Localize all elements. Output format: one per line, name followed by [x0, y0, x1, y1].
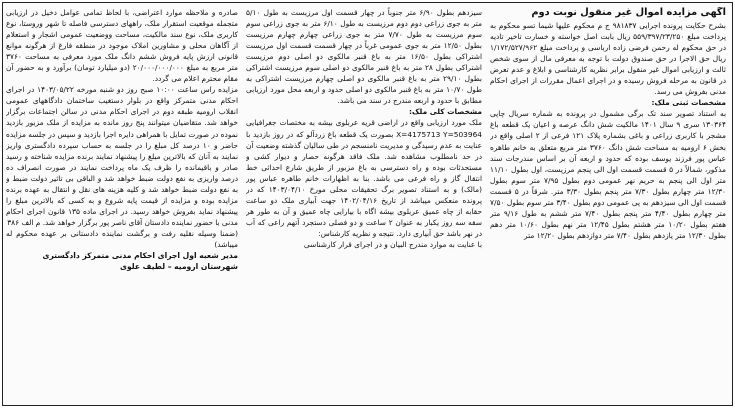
auction-notice	[2, 2, 733, 406]
valuation-terms-text: صادره و ملاحظه موارد اعتراضی، با لحاظ تمامی عوامل دخیل در ارزیابی متجمله موقعیت استقرار ملک، راههای دسترسی فاصله تا شهر وروستا، نوع کاربری ملک، نوع سند مالکیت، مساحت ووضعیت عمومی اشجار و استعلام از آگاهان محلی و مشاورین املاک موجود در منطقه فارغ از هرگونه موانع قانونی ارزش پایه فروش ششم دانگ ملک مورد معرفی به مساحت ۳۷۶۰ متر مربع به مبلغ ۲۰/۰۰۰/۰۰۰/۰۰۰ (دو میلیارد تومان) برآورد و به حضور آن مقام محترم اعلام می گردد.	[6, 8, 238, 84]
expert-conclusion-text: با عنایت به موارد مندرج البیان و در اجرای قرار کارشناسی	[303, 239, 482, 249]
notice-intro: بشرح حکایت پرونده اجرایی ۹۸۱۸۳۷ ج م محکوم علیها شیما تسو محکوم به پرداخت مبلغ ۵۵۹/۳۹۷/۲۳/۲۵۰ ریال بابت اصل خواسته و خسارت تاخیر تادیه در حق محکوم له رحمن فرضی زاده ارباسی و پرداخت مبلغ ۱/۱۷۲/۵۲۷/۹۶۲ ریال حق الاجرا در حق صندوق دولت با توجه به معرفی مال از سوی شخص ثالث و ارزیابی اموال غیر منقول برابر نظریه کارشناسی و ابلاغ و عدم تعرض در قانون به مرحله فروش رسیده و در اجرای اعمال مقررات از اجرای احکام مدنی بفروش می رسد.	[490, 21, 726, 97]
auction-conditions-text: مزایده راس ساعت ۱۰:۰۰ صبح روز دو شنبه مورخه ۱۴۰۳/۰۵/۲۲ در اجرای احکام مدنی متمرکز واقع در بلوار دستغیب ساختمان دادگاههای عمومی انقلاب ارومیه طبقه دوم در اجرای احکام مدنی در سالن اجتماعات برگزار خواهد شد. متقاضیان میتوانند پنج روز مانده به مزایده از ملک مزبور بازدید نموده در صورت تمایل با همراهی دایره اجرا بازدید و سپس در جلسه مزایده حاضر و ۱۰ درصد کل مبلغ را در جلسه به حساب سپرده دادگستری واریز نمایند به آنان که بالاترین مبلغ را پیشنهاد نمایند برنده مزایده شناخته و رسید صادر و باقیمانده را ظرف یک ماه پرداخت نمایند در صورت انصراف ده درصد واریزی به نفع دولت ضبط خواهد شد و الباقی بی تاثیر دولت ضبط و به نفع دولت ضبط خواهد شد و کلیه هزینه های نقل و انتقال به عهده برنده مزایده بوده و مزایده از قیمت پایه شروع و به کسی که بالاترین مبلغ را پیشنهاد نماید بفروش خواهد رسید. در اجرای ماده ۱۳۵ قانون اجرای احکام مدنی با حضور نماینده دادستان آقای ناصر پور برگزار خواهد شد. م الف ۳۸۶	[6, 85, 238, 227]
transport-note: (ضمنا وسیله نقلیه رفت و برگشت نماینده دادستانی بر عهده محکوم له میباشد)	[6, 228, 238, 249]
signature-name: شهرستان ارومیه – لطیف علوی	[120, 262, 238, 272]
notice-title: آگهی مزایده اموال غیر منقول نوبت دوم	[531, 7, 726, 18]
notice-column-right	[490, 7, 726, 403]
registration-specs-heading: مشخصات ثبتی ملک:	[651, 98, 726, 108]
notice-column-middle	[246, 7, 482, 403]
notice-column-left	[6, 7, 238, 403]
property-features-text: ملک مورد ارزیابی واقع در اراضی قریه عربلوی بیشه به مختصات جغرافیایی X=4175713 Y=503964 بصورت یک قطعه باغ زردآلو که در روز بازدید با عنایت به عدم رسیدگی و مدیریت نامنسجم در طی سالیان گذشته وضعیت آن در حد نامطلوب مشاهده شد. ملک فاقد هرگونه حصار و دیوار کشی و مستحدثات بوده و راه دسترسی به باغ مزبور از طریق شارع احداثی خط انتقال گاز و راه فرعی می باشد. بنا به اظهارات خانم طاهره عباس پور (مالک) و به استناد تصویر برگ تحقیقات محلی مورخ ۱۴۰۳/۰۴/۱۰ که در پرونده منعکس میباشد از تاریخ ۱۴۰۲/۰۴/۱۶ جهت آبیاری ملک دو ساعت حقابه از چاه عمیق عربلوی بیشه اگاه با بیارایی چاه عمیق و آن به طور هر سقه سه روز یکبار به عنوان ۲ ساعت و دو فصلی دستجرد آتهم راعی که آب در نهر باشد حق آبیاری دارد. نتیجه و نظریه کارشناس:	[246, 118, 482, 238]
property-boundaries-text: سیزدهم بطول ۶/۹۰ متر جنوباً در چهار قسمت اول مرزیست به طول ۵/۱۰ متر به جوی زراعی دوم دوم مرزیست به طول ۶/۱۰ متر به جوی زراعی سوم سوم مرزیست به طول ۷/۷۰ متر به جوی زراعی چهارم چهارم مرزیست بطول ۱۲/۵۰ متر به جوی عمومی غرباً در چهار قسمت قسمت اول مرزیست اشتراکی بطول ۱۶/۵۰ متر به باغ قنبر مالکوی دو اصلی دوم مرزیست اشتراکی بطول ۲۸ متر به باغ قنبر مالکوی دو اصلی سوم مرزیست اشتراکی بطول ۲۹/۱۰ متر به باغ قنبر مالکوی دو اصلی چهارم مرزیست اشتراکی به طول ۱۰/۷۰ متر به باغ قنبر مالکوی دو اصلی حدود و اربعه محل مورد ارزیابی مطابق با حدود و اربعه مندرج در سند می باشد.	[246, 8, 482, 106]
signature-title: مدیر شعبه اول اجرای احکام مدنی متمرکز دادگستری	[42, 251, 238, 261]
property-features-heading: مشخصات کلی ملک:	[409, 107, 482, 117]
registration-specs-text: به استناد تصویر سند تک برگی مشمول در پرونده به شماره سریال چاپی ۱۳۰۳۶۴ سری ۹ سال ۱۴۰۱ مالکیت شش دانگ عرصه و اعیان یک قطعه باغ مشجر با کاربری زراعی و باغی بشماره پلاک ۱۲۱ فرعی از ۲ اصلی واقع در بخش ۶ ارومیه به مساحت شش دانگ ۳۷۶۰ متر مربع متعلق به خانم طاهره عباس پور فرزند یوسف بوده که حدود و اربعه آن بر اساس مندرجات سند مذکور، شمالاً در ۵ قسمت قسمت اول الی پنجم مرزیست، اول بطول ۱۱/۱۰ متر اول الی پنجم به حریم نهر عمومی دوم بطول ۷/۹۵ متر سوم بطول ۱۲/۳۰ متر چهارم بطول ۷/۳۰ متر پنجم بطول ۳/۳۰ متر. شرقاً در ۵ قسمت قسمت اول الی سیزدهم به پی عمومی دوم بطول ۳/۴۰ متر سوم بطول ۷/۵۰ متر چهارم بطول ۴/۴۰ متر پنجم بطول ۷/۴۰ متر ششم به طول ۹/۱۶ متر هفتم بطول ۱۰/۲۰ متر هشتم بطول ۱۲/۴۵ متر نهم بطول ۱۰/۶۰ متر دهم بطول ۱۲/۳۰ متر یازدهم بطول ۷/۴۰ متر دوازدهم بطول ۱۲/۲۰ متر	[490, 109, 726, 240]
